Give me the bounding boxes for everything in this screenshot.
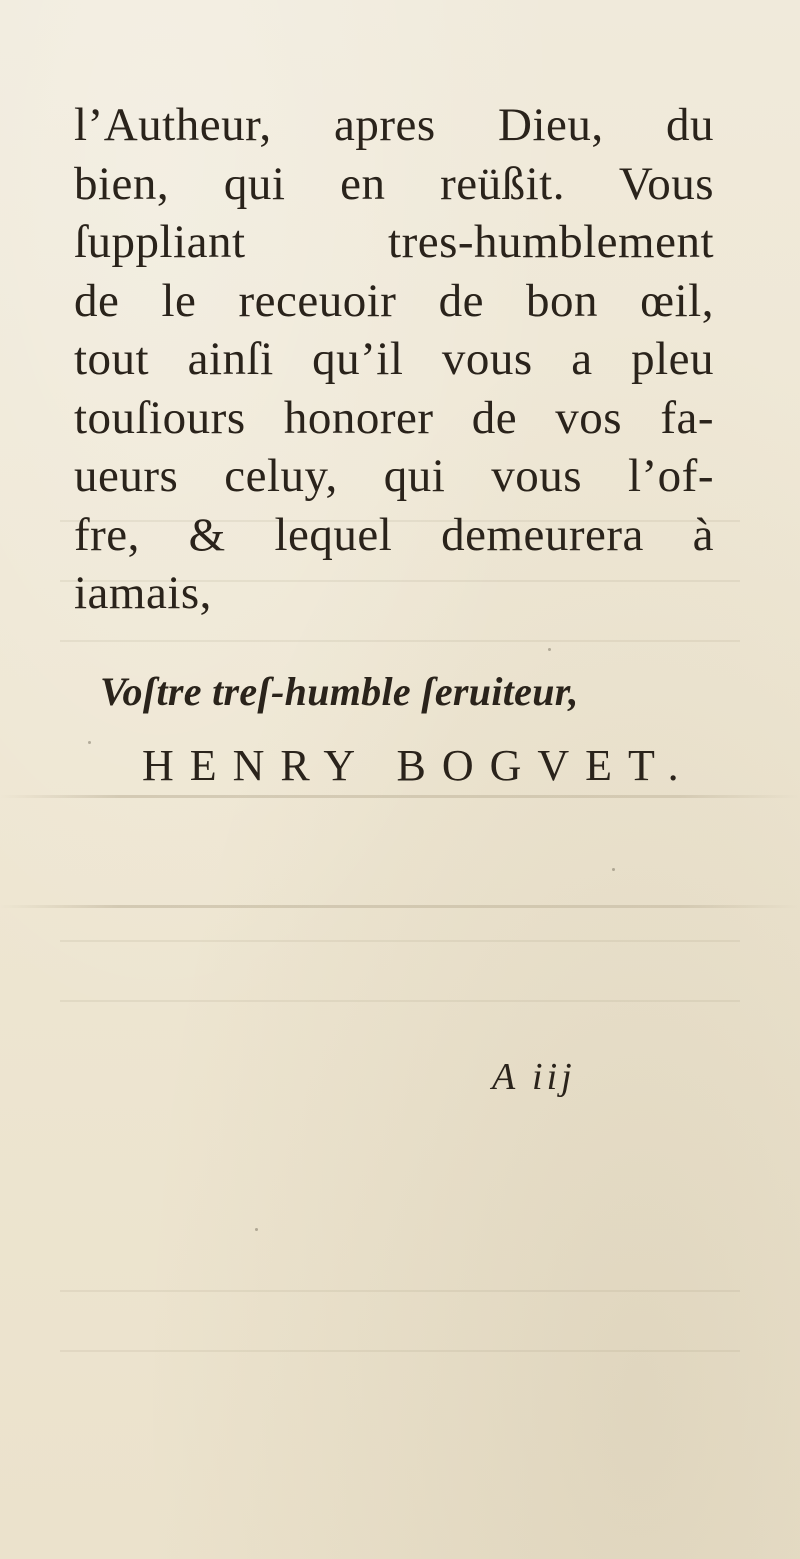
paper-speck (612, 868, 615, 871)
text-line: touſiours honorer de vos fa- (74, 391, 714, 444)
show-through-line (60, 1350, 740, 1352)
closing-salutation: Voſtre treſ-humble ſeruiteur, (100, 669, 579, 714)
author-name: HENRY BOGVET. (142, 741, 695, 790)
show-through-line (60, 640, 740, 642)
show-through-line (60, 1000, 740, 1002)
show-through-line (60, 940, 740, 942)
paper-crease (0, 795, 800, 798)
text-line: ſuppliant tres-humblement (74, 216, 714, 268)
text-line: fre, & lequel demeurera à (74, 508, 714, 561)
paper-speck (255, 1228, 258, 1231)
show-through-line (60, 1290, 740, 1292)
text-line: iamais, (74, 567, 212, 619)
text-line: l’Autheur, apres Dieu, du (74, 99, 714, 151)
text-line: ueurs celuy, qui vous l’of- (74, 450, 714, 502)
paper-crease (0, 905, 800, 908)
body-paragraph (74, 96, 714, 623)
text-line: tout ainſi qu’il vous a pleu (74, 333, 714, 385)
paper-speck (88, 741, 91, 744)
signature-mark: A iij (492, 1056, 576, 1098)
text-line: de le receuoir de bon œil, (74, 274, 714, 327)
text-line: bien, qui en reüßit. Vous (74, 157, 714, 210)
paper-speck (548, 648, 551, 651)
